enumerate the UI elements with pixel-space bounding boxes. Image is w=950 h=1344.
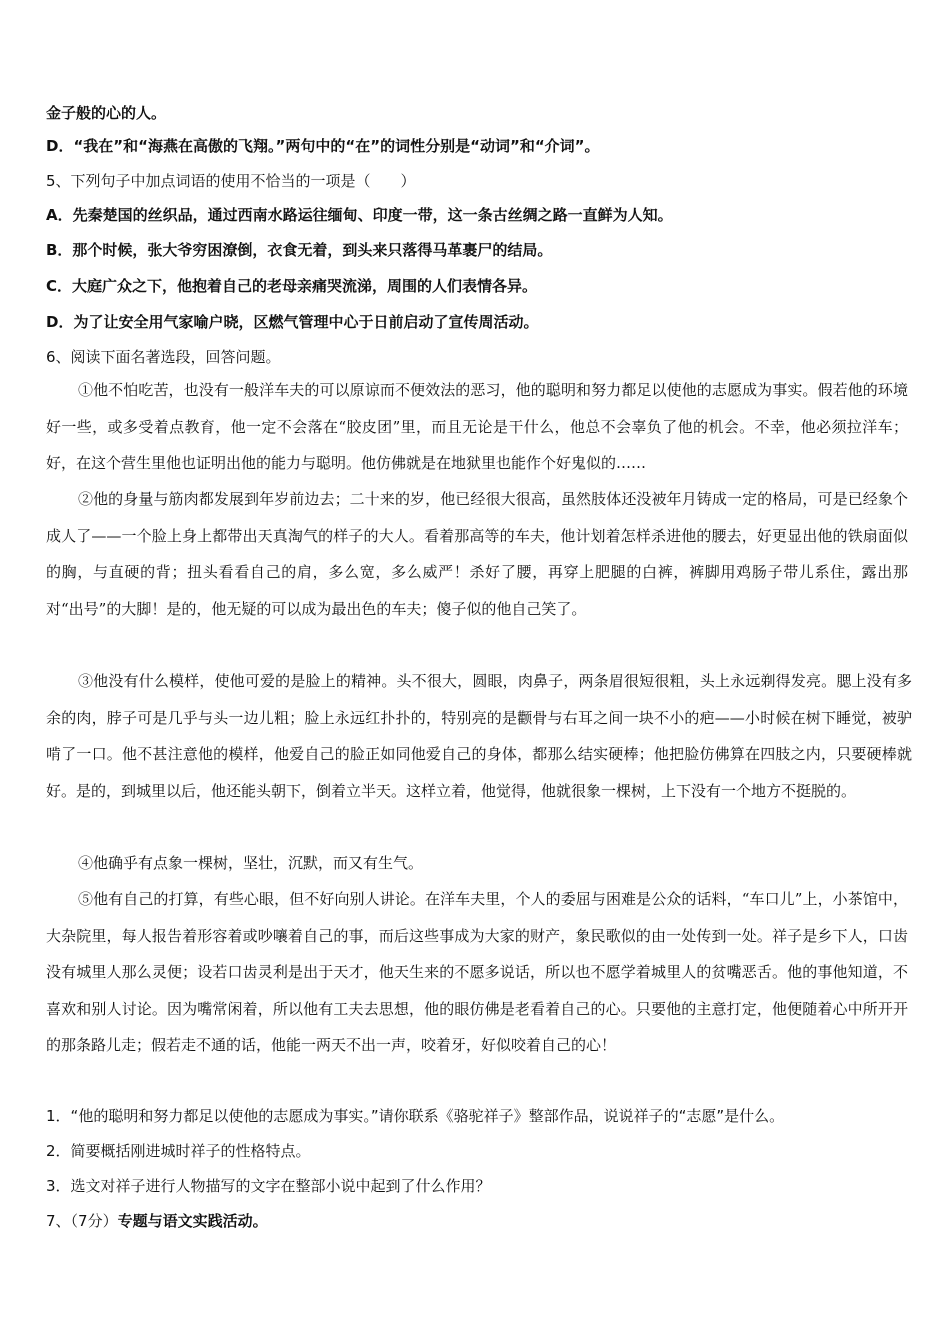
- passage-paragraph-2: ②他的身量与筋肉都发展到年岁前边去；二十来的岁，他已经很大很高，虽然肢体还没被年月铸成一定的格局，可是已经象个成人了——一个脸上身上都带出天真淘气的样子的大人。看着那高等的车夫，他计划着怎样杀进他的腰去，好更显出他的铁扇面似的胸，与直硬的背；扭头看看自己的肩，多么宽，多么威严！杀好了腰，再穿上肥腿的白裤，裤脚用鸡肠子带儿系住，露出那对“出号”的大脚！是的，他无疑的可以成为最出色的车夫；傻子似的他自己笑了。: [46, 490, 908, 618]
- q6-question-3: 3．选文对祥子进行人物描写的文字在整部小说中起到了什么作用？: [46, 1177, 491, 1195]
- q5-option-a: A．先秦楚国的丝织品，通过西南水路运往缅甸、印度一带，这一条古丝绸之路一直鲜为人知。: [46, 206, 673, 224]
- q7-stem: [46, 1210, 906, 1232]
- q6-question-2: 2．简要概括刚进城时祥子的性格特点。: [46, 1142, 311, 1160]
- q5-option-c: C．大庭广众之下，他抱着自己的老母亲痛哭流涕，周围的人们表情各异。: [46, 277, 538, 295]
- q5-option-d: D．为了让安全用气家喻户晓，区燃气管理中心于日前启动了宣传周活动。: [46, 313, 539, 331]
- q5-stem: 5、下列句子中加点词语的使用不恰当的一项是（ ）: [46, 172, 416, 190]
- passage-paragraph-1: ①他不怕吃苦，也没有一般洋车夫的可以原谅而不便效法的恶习，他的聪明和努力都足以使他的志愿成为事实。假若他的环境好一些，或多受着点教育，他一定不会落在“胶皮团”里，而且无论是干什么，他总不会辜负了他的机会。不幸，他必须拉洋车；好，在这个营生里他也证明出他的能力与聪明。他仿佛就是在地狱里也能作个好鬼似的……: [46, 381, 908, 472]
- q4-option-d: D．“我在”和“海燕在高傲的飞翔。”两句中的“在”的词性分别是“动词”和“介词”。: [46, 137, 600, 155]
- q7-stem-title: 专题与语文实践活动。: [117, 1212, 268, 1230]
- passage-paragraph-5: ⑤他有自己的打算，有些心眼，但不好向别人讲论。在洋车夫里，个人的委屈与困难是公众的话料，“车口儿”上，小茶馆中，大杂院里，每人报告着形容着或吵嚷着自己的事，而后这些事成为大家的财产，象民歌似的由一处传到一处。祥子是乡下人，口齿没有城里人那么灵便；设若口齿灵利是出于天才，他天生来的不愿多说话，所以也不愿学着城里人的贫嘴恶舌。他的事他知道，不喜欢和别人讨论。因为嘴常闲着，所以他有工夫去思想，他的眼仿佛是老看着自己的心。只要他的主意打定，他便随着心中所开开的那条路儿走；假若走不通的话，他能一两天不出一声，咬着牙，好似咬着自己的心！: [46, 890, 908, 1054]
- q5-option-b: B．那个时候，张大爷穷困潦倒，衣食无着，到头来只落得马革裹尸的结局。: [46, 241, 553, 259]
- q7-stem-prefix: 7、（7分）: [46, 1212, 118, 1230]
- q6-stem: 6、阅读下面名著选段，回答问题。: [46, 348, 281, 366]
- q6-question-1: 1．“他的聪明和努力都足以使他的志愿成为事实。”请你联系《骆驼祥子》整部作品，说说祥子的“志愿”是什么。: [46, 1107, 785, 1125]
- q4-tail-text: 金子般的心的人。: [46, 104, 167, 122]
- passage-paragraph-3: ③他没有什么模样，使他可爱的是脸上的精神。头不很大，圆眼，肉鼻子，两条眉很短很粗，头上永远剃得发亮。腮上没有多余的肉，脖子可是几乎与头一边儿粗；脸上永远红扑扑的，特别亮的是颧骨与右耳之间一块不小的疤——小时候在树下睡觉，被驴啃了一口。他不甚注意他的模样，他爱自己的脸正如同他爱自己的身体，都那么结实硬棒；他把脸仿佛算在四肢之内，只要硬棒就好。是的，到城里以后，他还能头朝下，倒着立半天。这样立着，他觉得，他就很象一棵树，上下没有一个地方不挺脱的。: [46, 672, 912, 800]
- passage-paragraph-4: ④他确乎有点象一棵树，坚壮，沉默，而又有生气。: [78, 854, 424, 872]
